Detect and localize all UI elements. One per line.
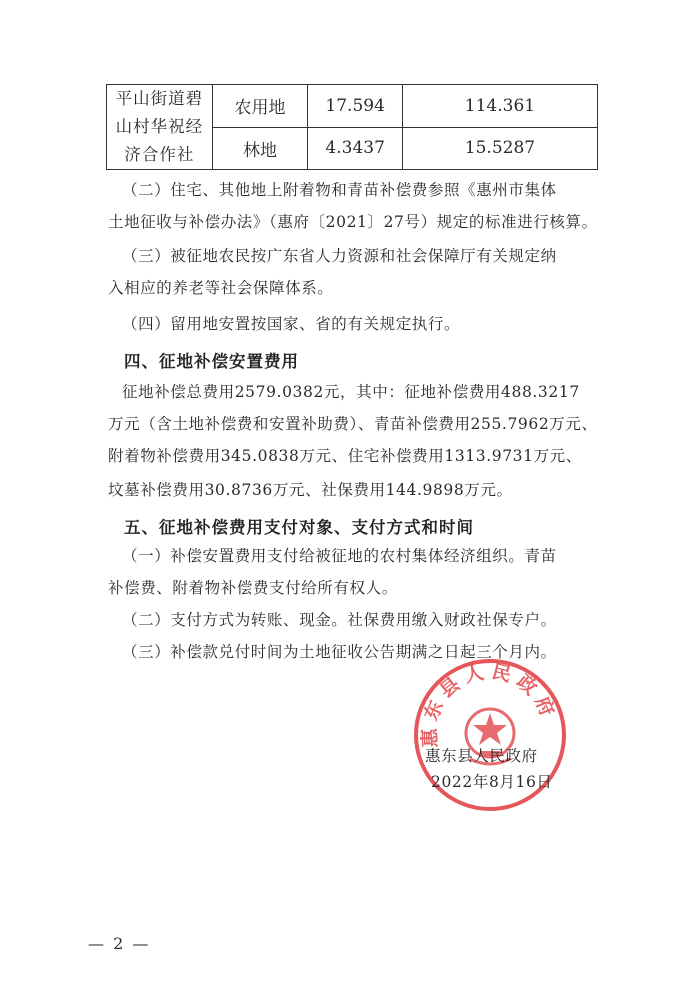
paragraph-line: （四）留用地安置按国家、省的有关规定执行。 [122, 315, 461, 333]
paragraph-line: 征地补偿总费用2579.0382元，其中：征地补偿费用488.3217 [122, 383, 580, 401]
section-heading: 五、征地补偿费用支付对象、支付方式和时间 [124, 518, 474, 537]
paragraph-line: 万元（含土地补偿费和安置补助费）、青苗补偿费用255.7962万元、 [108, 415, 598, 433]
paragraph-line: 坟墓补偿费用30.8736万元、社保费用144.9898万元。 [108, 481, 513, 499]
paragraph-line: （三）被征地农民按广东省人力资源和社会保障厅有关规定纳 [122, 247, 557, 265]
page-number: — 2 — [88, 934, 151, 953]
paragraph-line: （二）支付方式为转账、现金。社保费用缴入财政社保专户。 [122, 611, 557, 629]
paragraph-line: 土地征收与补偿办法》（惠府〔2021〕27号）规定的标准进行核算。 [108, 213, 598, 231]
signature-date: 2022年8月16日 [431, 773, 553, 791]
value-cell: 4.3437 [308, 127, 402, 170]
table-row [107, 85, 598, 128]
value-cell: 15.5287 [402, 127, 597, 170]
section-heading: 四、征地补偿安置费用 [124, 352, 299, 371]
village-line: 济合作社 [124, 145, 195, 164]
paragraph-line: （二）住宅、其他地上附着物和青苗补偿费参照《惠州市集体 [122, 181, 557, 199]
paragraph-line: （三）补偿款兑付时间为土地征收公告期满之日起三个月内。 [122, 643, 557, 661]
value-cell: 17.594 [308, 85, 402, 128]
seal-text-path: 惠东县人民政府 [418, 660, 561, 748]
value-cell: 114.361 [402, 85, 597, 128]
land-type-cell: 农用地 [212, 85, 308, 128]
village-line: 山村华祝经 [115, 117, 204, 136]
signature-organization: 惠东县人民政府 [425, 747, 538, 765]
land-type-cell: 林地 [212, 127, 308, 170]
paragraph-line: （一）补偿安置费用支付给被征地的农村集体经济组织。青苗 [122, 547, 557, 565]
village-cell [107, 85, 213, 170]
village-line: 平山街道碧 [115, 89, 204, 108]
paragraph-line: 附着物补偿费用345.0838万元、住宅补偿费用1313.9731万元、 [108, 447, 582, 465]
paragraph-line: 补偿费、附着物补偿费支付给所有权人。 [108, 579, 398, 597]
paragraph-line: 入相应的养老等社会保障体系。 [108, 279, 334, 297]
land-compensation-table [106, 84, 598, 170]
